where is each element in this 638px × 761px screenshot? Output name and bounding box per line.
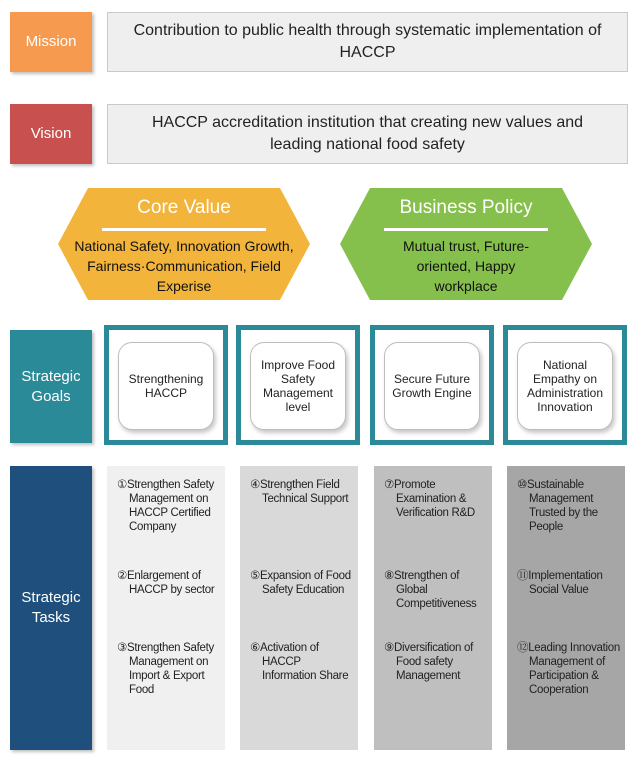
task-item [117, 478, 221, 534]
goal-text-box [517, 342, 613, 430]
task-column-2 [240, 466, 358, 750]
task-text: ⑤Expansion of Food Safety Education [250, 570, 351, 596]
task-text: ⑥Activation of HACCP Information Share [250, 642, 349, 682]
business-policy-title: Business Policy [399, 197, 533, 218]
task-item [517, 478, 621, 534]
goal-text-box [250, 342, 346, 430]
task-item [517, 569, 621, 597]
strategic-goals-label-text: Strategic Goals [21, 367, 81, 405]
goal-card-4 [503, 325, 627, 445]
task-item [384, 641, 488, 683]
vision-label-text: Vision [30, 125, 72, 142]
task-text: ②Enlargement of HACCP by sector [117, 570, 215, 596]
goal-text: Strengthening HACCP [128, 372, 204, 400]
task-item [117, 569, 221, 597]
goal-text: Improve Food Safety Management level [260, 358, 336, 414]
mission-text: Contribution to public health through systematic implementation of HACCP [133, 22, 602, 61]
task-item [384, 478, 488, 520]
task-text: ⑫Leading Innovation Management of Participation & Cooperation [517, 642, 620, 696]
goal-text-box [118, 342, 214, 430]
goal-card-2 [236, 325, 360, 445]
goal-text: National Empathy on Administration Innovation [526, 358, 604, 414]
core-value-text: National Safety, Innovation Growth, Fairness·Communication, Field Experise [74, 238, 294, 294]
task-text: ⑦Promote Examination & Verification R&D [384, 479, 475, 519]
task-item [517, 641, 621, 697]
task-column-3 [374, 466, 492, 750]
business-policy-underline [384, 228, 548, 231]
task-item [384, 569, 488, 611]
task-item [117, 641, 221, 697]
mission-label [10, 12, 92, 72]
task-text: ⑩Sustainable Management Trusted by the People [517, 479, 598, 533]
task-text: ③Strengthen Safety Management on Import & Export Food [117, 642, 214, 696]
task-text: ①Strengthen Safety Management on HACCP Certified Company [117, 479, 214, 533]
goal-card-1 [104, 325, 228, 445]
mission-statement [107, 12, 628, 72]
task-column-1 [107, 466, 225, 750]
task-text: ⑨Diversification of Food safety Management [384, 642, 473, 682]
task-item [250, 641, 354, 683]
vision-text: HACCP accreditation institution that creating new values and leading national food safety [151, 114, 584, 153]
task-text: ④Strengthen Field Technical Support [250, 479, 349, 505]
strategic-tasks-label-text: Strategic Tasks [21, 589, 81, 626]
task-column-4 [507, 466, 625, 750]
business-policy-text: Mutual trust, Future-oriented, Happy workplace [402, 238, 530, 294]
task-text: ⑧Strengthen of Global Competitiveness [384, 570, 477, 610]
core-value-underline [102, 228, 266, 231]
goal-card-3 [370, 325, 494, 445]
core-value-title: Core Value [137, 197, 231, 218]
vision-statement [107, 104, 628, 164]
goal-text: Secure Future Growth Engine [392, 372, 472, 400]
mission-label-text: Mission [25, 33, 77, 50]
strategic-tasks-label [10, 466, 92, 750]
task-text: ⑪Implementation Social Value [517, 570, 603, 596]
task-item [250, 569, 354, 597]
goal-text-box [384, 342, 480, 430]
strategic-goals-label [10, 330, 92, 443]
vision-label [10, 104, 92, 164]
task-item [250, 478, 354, 506]
